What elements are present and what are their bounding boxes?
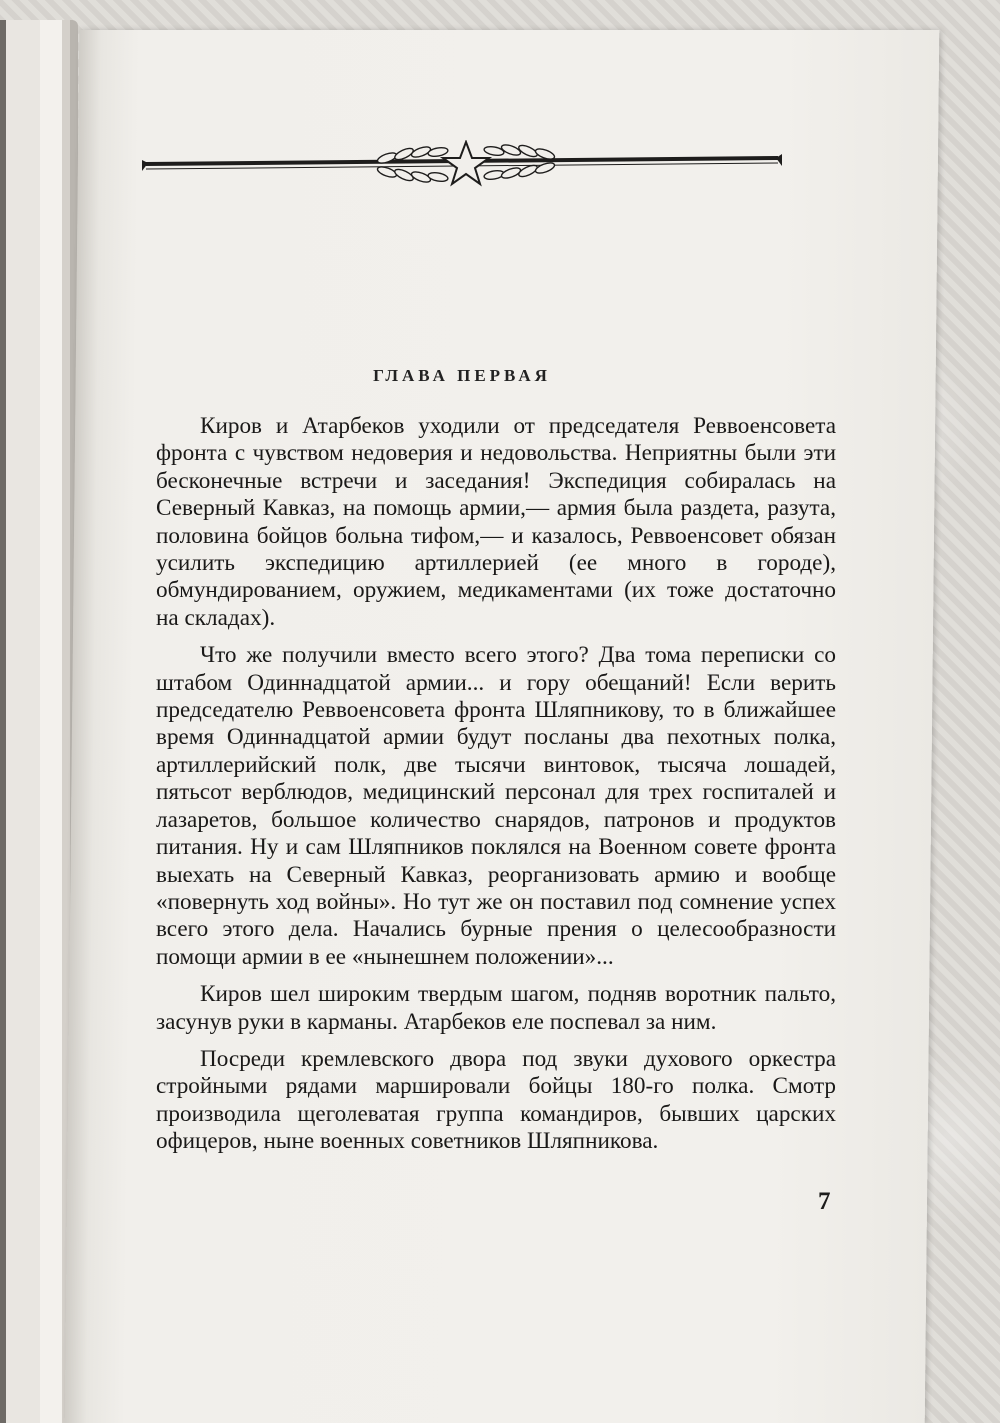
paragraph-3: Киров шел широким твердым шагом, подняв воротник пальто, засунув руки в карманы. Атарбеков еле поспевал за ним.: [156, 981, 836, 1035]
laurel-star-icon: [142, 140, 782, 190]
chapter-body: [156, 413, 836, 1166]
paragraph-2: Что же получили вместо всего этого? Два тома переписки со штабом Одиннадцатой армии... и гору обещаний! Если верить председателю Реввоенсовета фронта Шляпникову, то в ближайшее время Одиннадцатой армии будут посланы два пехотных полка, артиллерийский полк, две тысячи винтовок, тысяча лошадей, пятьсот верблюдов, медицинский персонал для трех госпиталей и лазаретов, большое количество снарядов, патронов и продуктов питания. Ну и сам Шляпников поклялся на Военном совете фронта выехать на Северный Кавказ, реорганизовать армию и вообще «повернуть ход войны». Но тут же он поставил под сомнение успех всего этого дела. Начались бурные прения о целесообразности помощи армии в ее «нынешнем положении»...: [156, 642, 836, 970]
chapter-title: ГЛАВА ПЕРВАЯ: [373, 366, 551, 385]
paragraph-4: Посреди кремлевского двора под звуки духового оркестра стройными рядами маршировали бойцы 180-го полка. Смотр производила щеголеватая группа командиров, бывших царских офицеров, ныне военных советников Шляпникова.: [156, 1045, 836, 1155]
page-number: 7: [818, 1188, 831, 1215]
paragraph-1: Киров и Атарбеков уходили от председателя Реввоенсовета фронта с чувством недоверия и недовольства. Неприятны были эти бесконечные встречи и заседания! Экспедиция собиралась на Северный Кавказ, на помощь армии,— армия была раздета, разута, половина бойцов больна тифом,— и казалось, Реввоенсовет обязан усилить экспедицию артиллерией (ее много в городе), обмундированием, оружием, медикаментами (их тоже достаточно на складах).: [156, 413, 836, 631]
